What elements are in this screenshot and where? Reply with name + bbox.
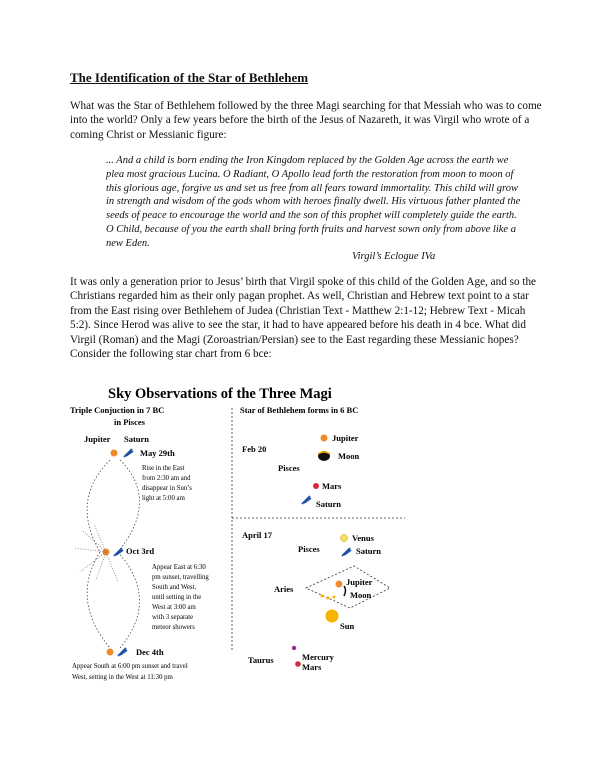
apr-mars-icon: [295, 661, 301, 667]
apr-sun: Sun: [340, 621, 355, 631]
jupiter-label: Jupiter: [84, 434, 111, 444]
oct-note-1: Appear East at 6:30: [152, 564, 206, 571]
page-title: The Identification of the Star of Bethlehem: [70, 70, 309, 85]
may-note-2: from 2:30 am and: [142, 475, 191, 482]
arc-left-lower: [87, 552, 110, 648]
saturn-may-icon: [124, 449, 133, 457]
may-note-1: Rise in the East: [142, 465, 185, 472]
feb-pisces: Pisces: [278, 463, 300, 473]
apr-mars: Mars: [302, 662, 322, 672]
oct-note-5: West at 3:00 am: [152, 604, 196, 611]
quote-attribution: Virgil’s Eclogue IVa: [352, 251, 436, 262]
dec-note-1: Appear South at 6:00 pm sunset and travel: [72, 663, 188, 670]
feb-mars-icon: [313, 483, 319, 489]
oct-note-7: meteor showers: [152, 624, 195, 631]
apr-moon: Moon: [350, 590, 372, 600]
feb-saturn: Saturn: [316, 499, 342, 509]
apr-sun-icon: [326, 610, 339, 623]
apr-pisces: Pisces: [298, 544, 320, 554]
aries-star-2: [327, 597, 330, 600]
aries-outline: [306, 566, 390, 608]
apr-jupiter-icon: [336, 581, 343, 588]
apr-saturn: Saturn: [356, 546, 382, 556]
aries-star-3: [333, 596, 336, 599]
saturn-dec-icon: [118, 648, 127, 656]
arc-right-lower: [118, 552, 140, 648]
dec-date: Dec 4th: [136, 647, 164, 657]
saturn-label: Saturn: [124, 434, 150, 444]
apr-venus-icon: [341, 535, 348, 542]
apr-aries: Aries: [274, 584, 294, 594]
arc-right-upper: [118, 460, 140, 552]
feb-jupiter: Jupiter: [332, 433, 359, 443]
left-heading-2: in Pisces: [114, 417, 145, 427]
jupiter-dec-icon: [107, 649, 114, 656]
may-date: May 29th: [140, 448, 175, 458]
saturn-oct-icon: [114, 548, 123, 556]
feb-mars: Mars: [322, 481, 342, 491]
apr-venus: Venus: [352, 533, 374, 543]
feb-saturn-icon: [302, 496, 311, 504]
apr-saturn-icon: [342, 548, 351, 556]
jupiter-may-icon: [111, 450, 118, 457]
apr-mercury: Mercury: [302, 652, 334, 662]
may-note-3: disappear in Sun’s: [142, 485, 192, 492]
apr-mercury-icon: [292, 646, 296, 650]
second-paragraph: It was only a generation prior to Jesus’ birth that Virgil spoke of this child of the Golden Age, and so the Christians regarded him as their only pagan prophet. As well, Christian and Hebrew text point to a star from the East rising over Bethlehem of Judea (Christian Text - Matthew 2:1-12; Hebrew Text - Micah 5:2). Since Herod was alive to see the star, it had to have appeared before his death in 4 bce. What did Virgil (Roman) and the Magi (Zoroastrian/Persian) see to the East regarding these Messianic hopes? Consider the following star chart from 6 bce:: [70, 276, 537, 361]
oct-note-6: with 3 separate: [152, 614, 194, 621]
apr-moon-icon: [344, 586, 346, 596]
intro-paragraph: What was the Star of Bethlehem followed by the three Magi searching for that Messiah who was to come into the world? Only a few years before the birth of the Jesus of Nazareth, it was Virgil who wrote of a coming Christ or Messianic figure:: [70, 100, 542, 141]
apr-date: April 17: [242, 530, 272, 540]
right-heading: Star of Bethlehem forms in 6 BC: [240, 405, 359, 415]
feb-date: Feb 20: [242, 444, 267, 454]
star-chart: [60, 380, 540, 740]
dec-note-2: West, setting in the West at 11:30 pm: [72, 674, 173, 681]
aries-star-1: [321, 595, 324, 598]
oct-note-2: pm sunset, travelling: [152, 574, 209, 581]
may-note-4: light at 5:00 am: [142, 495, 185, 502]
chart-title: Sky Observations of the Three Magi: [108, 386, 332, 402]
left-heading-1: Triple Conjuction in 7 BC: [70, 405, 165, 415]
oct-date: Oct 3rd: [126, 546, 155, 556]
feb-moon: Moon: [338, 451, 360, 461]
virgil-quote: ... And a child is born ending the Iron Kingdom replaced by the Golden Age across the earth we plea most gracious Lucina. O Radiant, O Apollo lead forth the restoration from moon to moon of this glorious age, forgive us and set us free from all fears toward immortality. This child will grow in strength and wisdom of the gods whom with heroes finally dwell. His virtuous father planted the seeds of peace to encourage the world and the son of this prophet will completely guide the earth. O Child, because of you the earth shall bring forth fruits and harvest sown only from above like a new Eden.: [106, 155, 521, 249]
apr-taurus: Taurus: [248, 655, 274, 665]
meteor-rays: [74, 524, 118, 582]
apr-jupiter: Jupiter: [346, 577, 373, 587]
oct-note-3: South and West,: [152, 584, 197, 591]
feb-jupiter-icon: [321, 435, 328, 442]
oct-note-4: until setting in the: [152, 594, 202, 601]
